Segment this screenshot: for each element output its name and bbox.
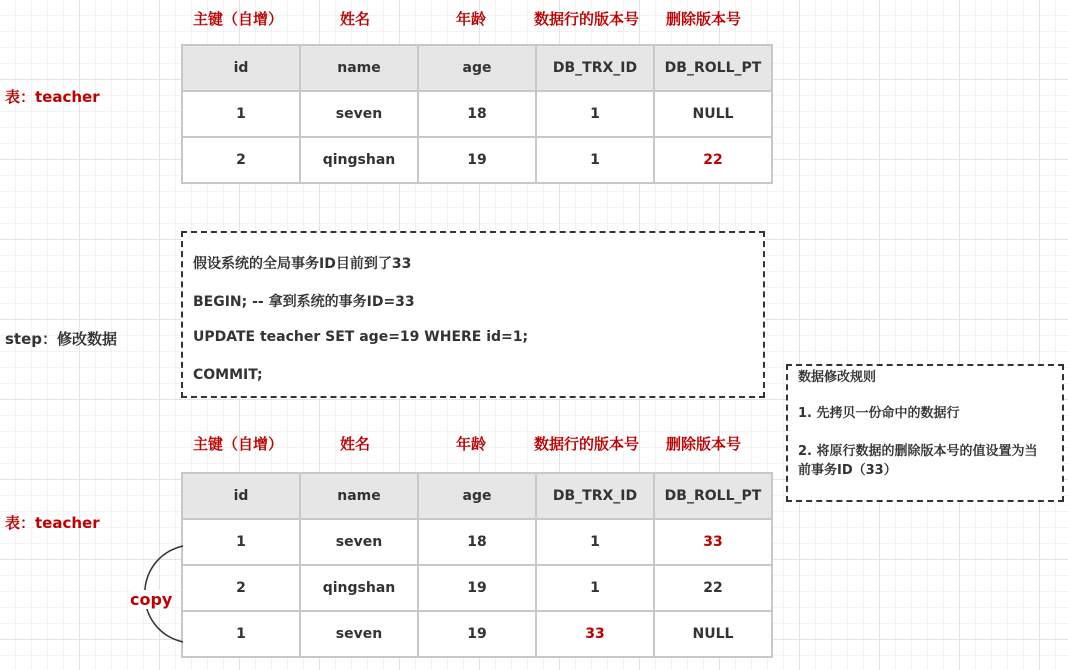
table-cell: 19 xyxy=(418,565,536,611)
table-cell: 2 xyxy=(182,565,300,611)
step-label xyxy=(5,328,117,349)
column-header-db-roll-pt: DB_ROLL_PT xyxy=(654,473,772,519)
table-cell: 19 xyxy=(418,611,536,657)
table-row xyxy=(182,565,772,611)
column-header-db-roll-pt: DB_ROLL_PT xyxy=(654,45,772,91)
table-cell: 2 xyxy=(182,137,300,183)
column-header-name: name xyxy=(300,473,418,519)
table-cell: qingshan xyxy=(300,137,418,183)
table-cell-highlight: 33 xyxy=(654,519,772,565)
table-cell: 22 xyxy=(654,565,772,611)
column-header-id: id xyxy=(182,45,300,91)
rules-title: 数据修改规则 xyxy=(798,370,877,385)
column-header-db-trx-id: DB_TRX_ID xyxy=(536,473,654,519)
header-label-name: 姓名 xyxy=(340,435,371,453)
header-label-row-version: 数据行的版本号 xyxy=(534,10,640,28)
table-row xyxy=(182,519,772,565)
rules-box xyxy=(786,364,1064,502)
table-cell: 18 xyxy=(418,91,536,137)
header-label-name: 姓名 xyxy=(340,10,371,28)
table-cell: seven xyxy=(300,611,418,657)
table-cell: 18 xyxy=(418,519,536,565)
rules-item-1: 1. 先拷贝一份命中的数据行 xyxy=(798,406,960,421)
header-label-delete-version: 删除版本号 xyxy=(666,10,742,28)
header-label-primary-key: 主键（自增） xyxy=(193,435,284,453)
teacher-table-before xyxy=(181,44,773,184)
table-row xyxy=(182,137,772,183)
teacher-table-after xyxy=(181,472,773,658)
table-cell: 1 xyxy=(182,91,300,137)
table-cell: NULL xyxy=(654,611,772,657)
code-line-begin: BEGIN; -- 拿到系统的事务ID=33 xyxy=(193,294,415,310)
table-cell: 1 xyxy=(536,565,654,611)
table-cell: 19 xyxy=(418,137,536,183)
table-cell: 1 xyxy=(182,611,300,657)
table-cell-highlight: 33 xyxy=(536,611,654,657)
table-cell: 1 xyxy=(536,137,654,183)
table-cell: 1 xyxy=(182,519,300,565)
code-line-update: UPDATE teacher SET age=19 WHERE id=1; xyxy=(193,329,529,345)
table-cell: seven xyxy=(300,519,418,565)
code-line-commit: COMMIT; xyxy=(193,367,263,383)
column-header-db-trx-id: DB_TRX_ID xyxy=(536,45,654,91)
table-row xyxy=(182,91,772,137)
table-cell: qingshan xyxy=(300,565,418,611)
table-header-row xyxy=(182,45,772,91)
table-cell: 1 xyxy=(536,91,654,137)
table-label-top: 表：teacher xyxy=(5,88,100,106)
column-header-id: id xyxy=(182,473,300,519)
header-label-delete-version: 删除版本号 xyxy=(666,435,742,453)
header-label-age: 年龄 xyxy=(456,10,487,28)
copy-label: copy xyxy=(130,590,173,609)
rules-item-2: 2. 将原行数据的删除版本号的值设置为当前事务ID（33） xyxy=(798,444,1038,478)
table-cell: seven xyxy=(300,91,418,137)
header-label-age: 年龄 xyxy=(456,435,487,453)
step-label-prefix: step xyxy=(5,330,43,348)
step-label-suffix: ：修改数据 xyxy=(42,330,118,348)
column-header-name: name xyxy=(300,45,418,91)
table-cell-highlight: 22 xyxy=(654,137,772,183)
table-label-bottom: 表：teacher xyxy=(5,514,100,532)
table-cell: NULL xyxy=(654,91,772,137)
table-row xyxy=(182,611,772,657)
table-header-row xyxy=(182,473,772,519)
column-header-age: age xyxy=(418,45,536,91)
header-label-row-version: 数据行的版本号 xyxy=(534,435,640,453)
step-code-box xyxy=(181,231,765,398)
table-cell: 1 xyxy=(536,519,654,565)
column-header-age: age xyxy=(418,473,536,519)
header-label-primary-key: 主键（自增） xyxy=(193,10,284,28)
code-line-comment: 假设系统的全局事务ID目前到了33 xyxy=(193,256,412,272)
